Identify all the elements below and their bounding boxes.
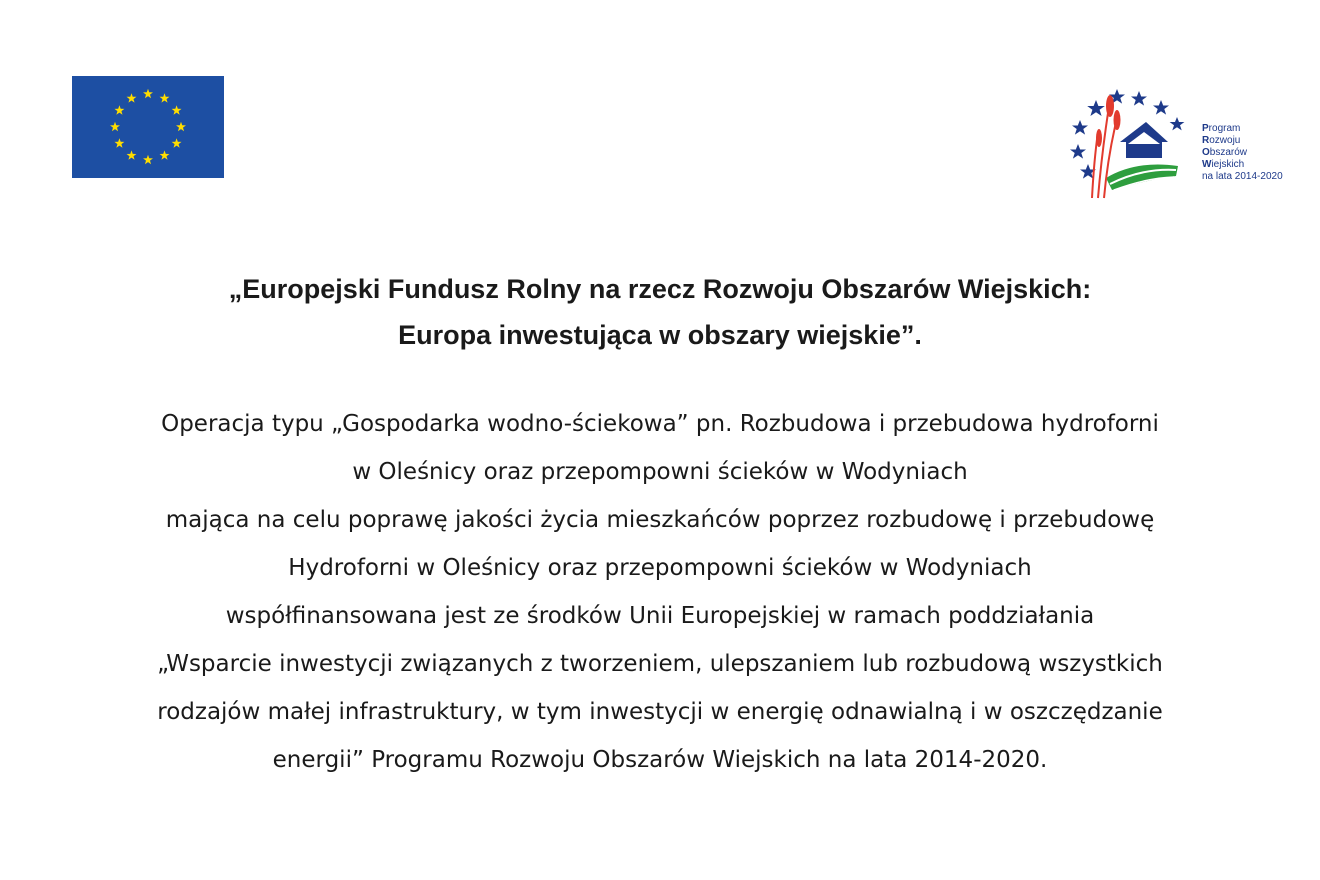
body-line: „Wsparcie inwestycji związanych z tworzeniem, ulepszaniem lub rozbudową wszystkich — [157, 651, 1163, 677]
document-body — [40, 400, 1280, 784]
prow-years: na lata 2014-2020 — [1202, 171, 1283, 182]
body-line: Operacja typu „Gospodarka wodno-ściekowa” pn. Rozbudowa i przebudowa hydroforni — [161, 411, 1159, 437]
prow-star — [1153, 100, 1169, 115]
prow-star — [1070, 144, 1086, 159]
prow-line-program: Program — [1202, 123, 1241, 134]
prow-star — [1170, 117, 1185, 130]
eu-flag-logo — [72, 76, 224, 178]
heading-line-2: Europa inwestująca w obszary wiejskie”. — [398, 320, 922, 350]
body-line: energii” Programu Rozwoju Obszarów Wiejskich na lata 2014-2020. — [272, 747, 1048, 773]
prow-logo-text — [1202, 123, 1283, 183]
prow-star — [1131, 91, 1147, 106]
heading-line-1: „Europejski Fundusz Rolny na rzecz Rozwoju Obszarów Wiejskich: — [228, 274, 1092, 304]
prow-star — [1072, 120, 1088, 135]
body-line: w Oleśnicy oraz przepompowni ścieków w Wodyniach — [352, 459, 968, 485]
body-line: współfinansowana jest ze środków Unii Europejskiej w ramach poddziałania — [225, 603, 1095, 629]
document-heading — [60, 266, 1260, 358]
prow-star — [1087, 100, 1105, 116]
body-line: rodzajów małej infrastruktury, w tym inwestycji w energię odnawialną i w oszczędzanie — [157, 699, 1163, 725]
body-line: Hydroforni w Oleśnicy oraz przepompowni ścieków w Wodyniach — [288, 555, 1032, 581]
prow-line-wiejskich: Wiejskich — [1202, 159, 1245, 170]
prow-line-obszarow: Obszarów — [1202, 147, 1248, 158]
body-line: mająca na celu poprawę jakości życia mieszkańców poprzez rozbudowę i przebudowę — [165, 507, 1155, 533]
prow-line-rozwoju: Rozwoju — [1202, 135, 1241, 146]
